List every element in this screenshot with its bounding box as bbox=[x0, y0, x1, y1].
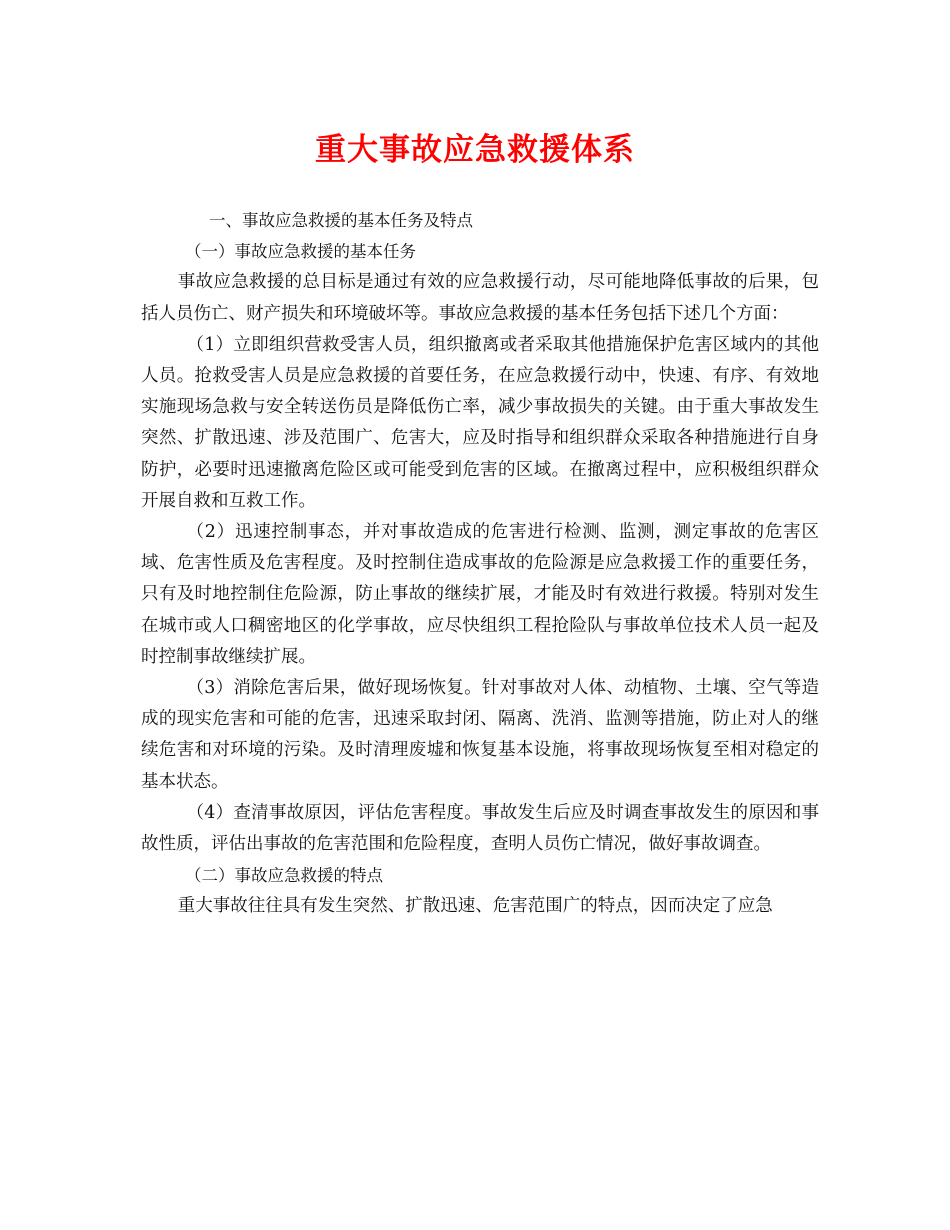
document-body bbox=[141, 205, 819, 923]
paragraph: 重大事故往往具有发生突然、扩散迅速、危害范围广的特点，因而决定了应急 bbox=[177, 896, 773, 917]
subsection-heading: （二）事故应急救援的特点 bbox=[185, 866, 383, 886]
list-item: （1）立即组织营救受害人员，组织撤离或者采取其他措施保护危害区域内的其他人员。抢救受害人员是应急救援的首要任务，在应急救援行动中，快速、有序、有效地实施现场急救与安全转送伤员是降低伤亡率，减少事故损失的关键。由于重大事故发生突然、扩散迅速、涉及范围广、危害大，应及时指导和组织群众采取各种措施进行自身防护，必要时迅速撤离危险区或可能受到危害的区域。在撤离过程中，应积极组织群众开展自救和互救工作。 bbox=[141, 334, 819, 511]
list-item: （4）查清事故原因，评估危害程度。事故发生后应及时调查事故发生的原因和事故性质，评估出事故的危害范围和危险程度，查明人员伤亡情况，做好事故调查。 bbox=[141, 802, 819, 855]
subsection-heading: （一）事故应急救援的基本任务 bbox=[185, 242, 416, 262]
section-heading: 一、事故应急救援的基本任务及特点 bbox=[209, 211, 473, 230]
list-item: （2）迅速控制事态，并对事故造成的危害进行检测、监测，测定事故的危害区域、危害性质及危害程度。及时控制住造成事故的危险源是应急救援工作的重要任务，只有及时地控制住危险源，防止事故的继续扩展，才能及时有效进行救援。特别对发生在城市或人口稠密地区的化学事故，应尽快组织工程抢险队与事故单位技术人员一起及时控制事故继续扩展。 bbox=[141, 522, 819, 667]
document-title: 重大事故应急救援体系 bbox=[315, 132, 635, 168]
paragraph: 事故应急救援的总目标是通过有效的应急救援行动，尽可能地降低事故的后果，包括人员伤亡、财产损失和环境破坏等。事故应急救援的基本任务包括下述几个方面： bbox=[141, 272, 819, 324]
list-item: （3）消除危害后果，做好现场恢复。针对事故对人体、动植物、土壤、空气等造成的现实危害和可能的危害，迅速采取封闭、隔离、洗消、监测等措施，防止对人的继续危害和对环境的污染。及时清理废墟和恢复基本设施，将事故现场恢复至相对稳定的基本状态。 bbox=[141, 678, 819, 792]
